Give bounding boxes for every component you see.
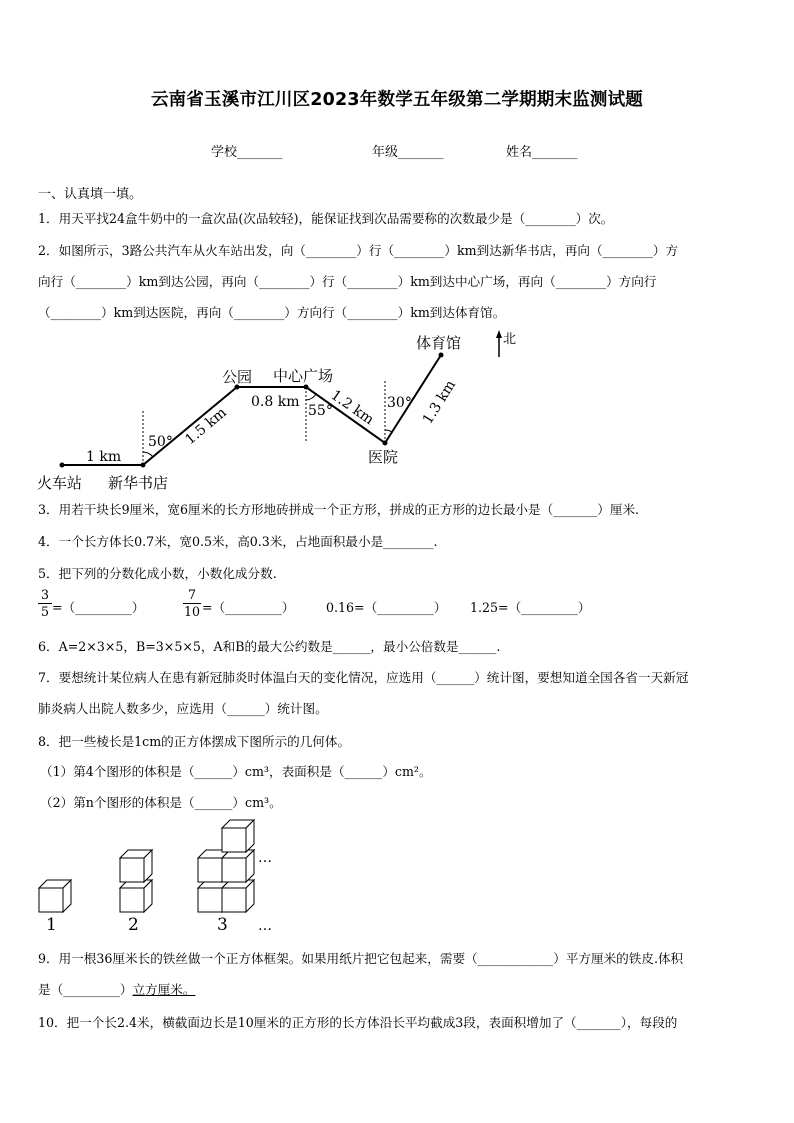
figure-label: 1 (46, 915, 57, 935)
fraction-blank: =（_________） (52, 600, 145, 615)
figure-label: 2 (128, 915, 139, 935)
question-2-line-1: 2．如图所示，3路公共汽车从火车站出发，向（________）行（________）km到达新华书店，再向（________）方 (38, 243, 679, 258)
question-7-line-2: 肺炎病人出院人数多少，应选用（______）统计图。 (38, 701, 328, 716)
question-4: 4．一个长方体长0.7米，宽0.5米，高0.3米，占地面积最小是________. (38, 534, 438, 549)
answer-blank: 是（_________） (38, 982, 133, 997)
fraction-3-5: $\frac{3}{5}$ (38, 587, 52, 620)
question-8-stem: 8．把一些棱长是1cm的正方体摆成下图所示的几何体。 (38, 734, 351, 749)
school-field: 学校_______ (211, 145, 283, 160)
fraction-blank: =（_________） (202, 600, 295, 615)
grade-field: 年级_______ (372, 145, 444, 160)
page-title: 云南省玉溪市江川区2023年数学五年级第二学期期末监测试题 (150, 90, 643, 110)
angle-label: 30° (387, 395, 412, 411)
question-8-sub-1: （1）第4个图形的体积是（______）cm³，表面积是（______）cm²。 (40, 764, 432, 779)
decimal-item: 0.16=（_________） (326, 600, 447, 615)
station-label: 火车站 (37, 474, 83, 492)
square-label: 中心广场 (273, 367, 334, 385)
distance-label: 1.2 km (327, 387, 377, 429)
question-6: 6．A=2×3×5，B=3×5×5，A和B的最大公约数是______，最小公倍数是______. (38, 639, 501, 654)
cube-figures (0, 810, 794, 940)
question-3: 3．用若干块长9厘米，宽6厘米的长方形地砖拼成一个正方形，拼成的正方形的边长最小是（_______）厘米. (38, 502, 640, 517)
question-8-sub-2: （2）第n个图形的体积是（______）cm³。 (40, 795, 282, 810)
ellipsis: … (258, 918, 272, 934)
question-2-line-2: 向行（________）km到达公园，再向（________）行（________）km到达中心广场，再向（________）方向行 (38, 274, 657, 289)
distance-label: 0.8 km (251, 394, 300, 410)
figure-label: 3 (217, 915, 228, 935)
distance-label: 1.5 km (182, 404, 230, 449)
section-heading: 一、认真填一填。 (38, 187, 143, 202)
distance-label: 1 km (86, 449, 122, 465)
hospital-label: 医院 (368, 448, 399, 466)
bookstore-label: 新华书店 (108, 474, 169, 492)
question-7-line-1: 7．要想统计某位病人在患有新冠肺炎时体温白天的变化情况，应选用（______）统计图，要想知道全国各省一天新冠 (38, 670, 689, 685)
decimal-item: 1.25=（_________） (470, 600, 591, 615)
name-field: 姓名_______ (506, 145, 578, 160)
angle-label: 50° (148, 434, 173, 450)
park-label: 公园 (222, 368, 253, 386)
angle-label: 55° (308, 403, 333, 419)
fraction-7-10: $\frac{7}{10}$ (183, 587, 201, 619)
question-9-line-2 (38, 979, 195, 998)
question-9-line-1: 9．用一根36厘米长的铁丝做一个正方体框架。如果用纸片把它包起来，需要（____________）平方厘米的铁皮.体积 (38, 951, 684, 966)
question-5-stem: 5．把下列的分数化成小数，小数化成分数. (38, 566, 277, 581)
ellipsis: … (258, 850, 272, 866)
stadium-label: 体育馆 (416, 334, 462, 352)
north-label: 北 (503, 332, 517, 347)
question-10: 10．把一个长2.4米，横截面边长是10厘米的正方形的长方体沿长平均截成3段，表面积增加了（_______），每段的 (38, 1015, 678, 1030)
unit-text: 立方厘米。 (132, 982, 196, 997)
question-1: 1．用天平找24盒牛奶中的一盒次品(次品较轻)，能保证找到次品需要称的次数最少是（________）次。 (38, 211, 614, 226)
question-2-line-3: （________）km到达医院，再向（________）方向行（________）km到达体育馆。 (38, 305, 506, 320)
distance-label: 1.3 km (419, 377, 460, 428)
bus-route-map (0, 325, 794, 495)
